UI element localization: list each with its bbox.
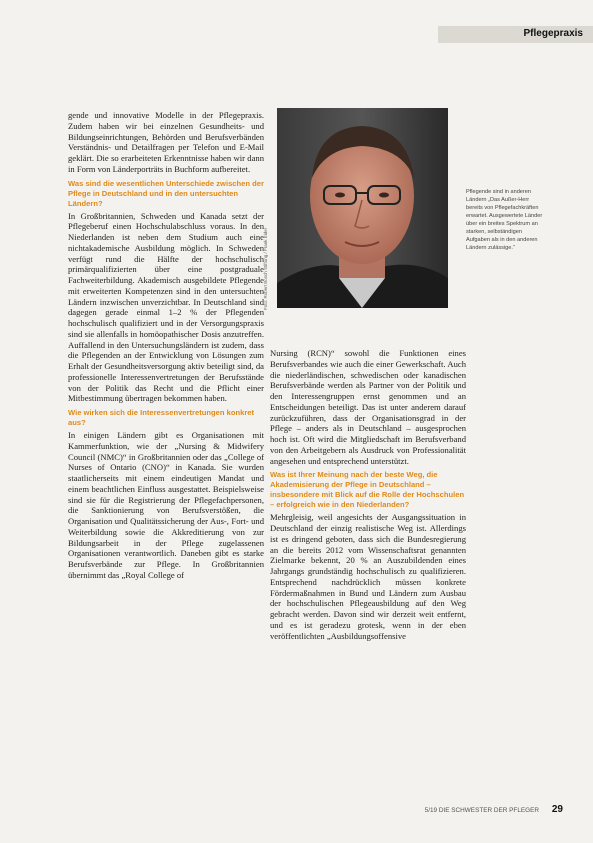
section-title: Pflegepraxis [523,28,583,39]
interview-question: Wie wirken sich die Interessenvertretungen konkret aus? [68,408,255,427]
text-column-left [68,110,264,581]
portrait-illustration [277,108,448,308]
interview-question: Was sind die wesentlichen Unterschiede zwischen der Pflege in Deutschland und in den untersuchten Ländern? [68,178,264,208]
paragraph: gende und innovative Modelle in der Pflegepraxis. Zudem haben wir bei einzelnen Gesundheits- und Bildungseinrichtungen, Behörden und Berufsverbänden Verständnis- und Detailfragen per Telefon und E-Mail geklärt. Die so erarbeiteten Erkenntnisse haben wir dann in Form von Länderporträts in Buchform aufbereitet. [68,110,264,174]
photo-credit: Foto: Robert Bosch Stiftung / Frank Eidel [263,228,268,310]
paragraph: In Großbritannien, Schweden und Kanada setzt der Pflegeberuf einen Hochschulabschluss voraus. In den Niederlanden ist neben dem Studium auch eine nichtakademische Ausbildung möglich. In Schweden verfügt rund die Hälfte der hochschulisch primärqualifizierten über eine postgraduale Fachweiterbildung. Akademisch ausgebildete Pflegende mit erweiterten Kompetenzen sind in den untersuchten Ländern inzwischen unverzichtbar. In Deutschland sind dagegen gerade einmal 1–2 % der Pflegenden hochschulisch qualifiziert und in der Versorgungspraxis sind sie allenfalls in homöopathischer Dosis anzutreffen. Auffallend in den Untersuchungsländern ist zudem, dass die Pflegenden an der Entwicklung von Lösungen zum Erhalt der Gesundheitsversorgung aktiv beteiligt sind, da professionelle Interessenvertretungen der Berufsstände von der Politik das Recht und die Pflicht einer Mitbestimmung übertragen bekommen haben. [68,210,264,404]
photo-caption: Pflegende sind in anderen Ländern „Das Außer-Herr bereits von Pflegefachkräften erwartet. Ausgewertete Länder über ein breites Spektrum an starken, selbständigen Aufgaben als in den anderen Ländern zulässige.“ [466,189,543,251]
paragraph: Nursing (RCN)“ sowohl die Funktionen eines Berufsverbandes wie auch die einer Gewerkschaft. Auch die niederländischen, schwedischen oder kanadischen Berufsverbände werden als Partner von der Politik und den Interessengruppen ernst genommen und an Entscheidungen beteiligt. Das ist unter anderem darauf zurückzuführen, dass der Organisationsgrad in der Pflege – anders als in Deutschland – ausgesprochen hoch ist. Oft wird die Mitgliedschaft im Berufsverband von den Arbeitgebern als Ausdruck von Professionalität angesehen und entsprechend unterstützt. [270,348,466,466]
portrait-photo [277,108,448,308]
paragraph: In einigen Ländern gibt es Organisationen mit Kammerfunktion, wie der „Nursing & Midwifery Council (NMC)“ in Großbritannien oder das „College of Nurses of Ontario (CNO)“ in Kanada. Sie wurden staatlicherseits mit einem eindeutigen Mandat und einem beachtlichen Einfluss ausgestattet. Beispielsweise sind sie für die Registrierung der Pflegefachpersonen, die Sanktionierung von Berufsverstößen, die Organisation und Qualitätssicherung der Aus-, Fort- und Weiterbildung sowie die Akkreditierung von zur Bildungsarbeit in der Pflege zugelassenen Organisationen verantwortlich. Daneben gibt es starke Berufsverbände zur Pflege. In Großbritannien übernimmt das „Royal College of [68,430,264,580]
page-number: 29 [551,804,563,815]
text-column-right [270,348,466,641]
footer-text: 5/19 DIE SCHWESTER DER PFLEGER [424,807,539,814]
interview-question: Was ist Ihrer Meinung nach der beste Weg, die Akademisierung der Pflege in Deutschland – insbesondere mit Blick auf die Rolle der Hochschulen – erfolgreich wie in den Niederlanden? [270,470,465,510]
paragraph: Mehrgleisig, weil angesichts der Ausgangssituation in Deutschland der einzig realistische Weg ist. Allerdings ist es dringend geboten, dass sich die Bundesregierung an die bereits 2012 vom Wissenschaftsrat genannten Zielmarke bekennt, 20 % an Auszubildenden eines Jahrgangs grundständig hochschulisch zu qualifizieren. Entsprechend nachdrücklich müssen konkrete Fördermaßnahmen in Bund und Ländern zum Ausbau der hochschulischen Pflegeausbildung auf den Weg gebracht werden. Davon sind wir derzeit weit entfernt, und es ist geradezu grotesk, wenn in der eben veröffentlichten „Ausbildungsoffensive [270,512,466,641]
